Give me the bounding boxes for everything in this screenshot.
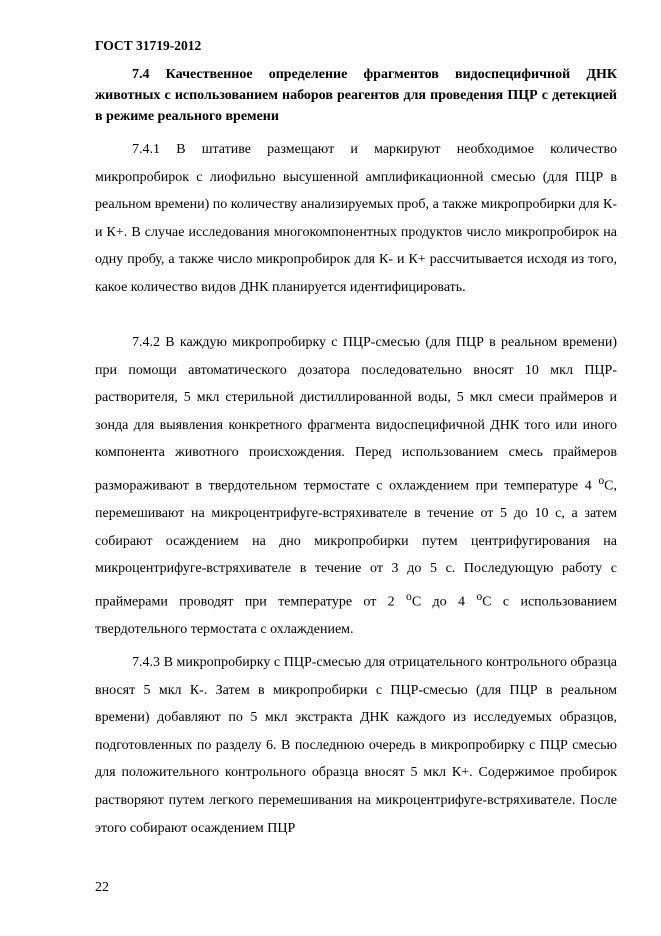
paragraph-text: 7.4.3 В микропробирку с ПЦР-смесью для отрицательного контрольного образца вносят 5 мкл К-. Затем в микропробирки с ПЦР-смесью (для ПЦР в реальном времени) добавляют по 5 мкл экстракта ДНК каждого из исследуемых образцов, подготовленных по разделу 6. В последнюю очередь в микропробирку с ПЦР смесью для положительного контрольного образца вносят 5 мкл К+. Содержимое пробирок растворяют путем легкого перемешивания на микроцентрифуге-встряхивателе. После этого собирают осаждением ПЦР bbox=[95, 655, 617, 836]
degree-mark: o bbox=[598, 473, 605, 487]
degree-mark: o bbox=[406, 590, 412, 603]
page-number: 22 bbox=[95, 880, 109, 895]
paragraph-text: С, перемешивают на микроцентрифуге-встряхивателе в течение от 5 до 10 с, а затем собирают осаждением на дно микропробирки путем центрифугирования на микроцентрифуге-встряхивателе в течение от 3 до 5 с. Последующую работу с праймерами проводят при температуре от 2 bbox=[95, 478, 617, 610]
paragraph-text: С до 4 bbox=[411, 594, 477, 610]
degree-mark: o bbox=[476, 590, 483, 603]
paragraph-text: 7.4.1 В штативе размещают и маркируют необходимое количество микропробирок с лиофильно высушенной амплификационной смесью (для ПЦР в реальном времени) по количеству анализируемых проб, а также микропробирки для К- и К+. В случае исследования многокомпонентных продуктов число микропробирок на одну пробу, а также число микропробирок для К- и К+ рассчитывается исходя из того, какое количество видов ДНК планируется идентифицировать. bbox=[95, 142, 617, 295]
paragraph-text: С с использованием твердотельного термостата с охлаждением. bbox=[95, 594, 617, 638]
section-title: 7.4 Качественное определение фрагментов видоспецифичной ДНК животных с использованием наборов реагентов для проведения ПЦР с детекцией в режиме реального времени bbox=[95, 67, 617, 124]
document-header: ГОСТ 31719-2012 bbox=[95, 38, 202, 53]
paragraph-7-4-3 bbox=[95, 649, 617, 842]
paragraph-text: 7.4.2 В каждую микропробирку с ПЦР-смесью (для ПЦР в реальном времени) при помощи автоматического дозатора последовательно вносят 10 мкл ПЦР-растворителя, 5 мкл стерильной дистиллированной воды, 5 мкл смеси праймеров и зонда для выявления конкретного фрагмента видоспецифичной ДНК того или иного компонента животного происхождения. Перед использованием смесь праймеров размораживают в твердотельном термостате с охлаждением при температуре 4 bbox=[95, 335, 617, 494]
paragraph-7-4-1 bbox=[95, 136, 617, 302]
paragraph-7-4-2 bbox=[95, 329, 617, 644]
